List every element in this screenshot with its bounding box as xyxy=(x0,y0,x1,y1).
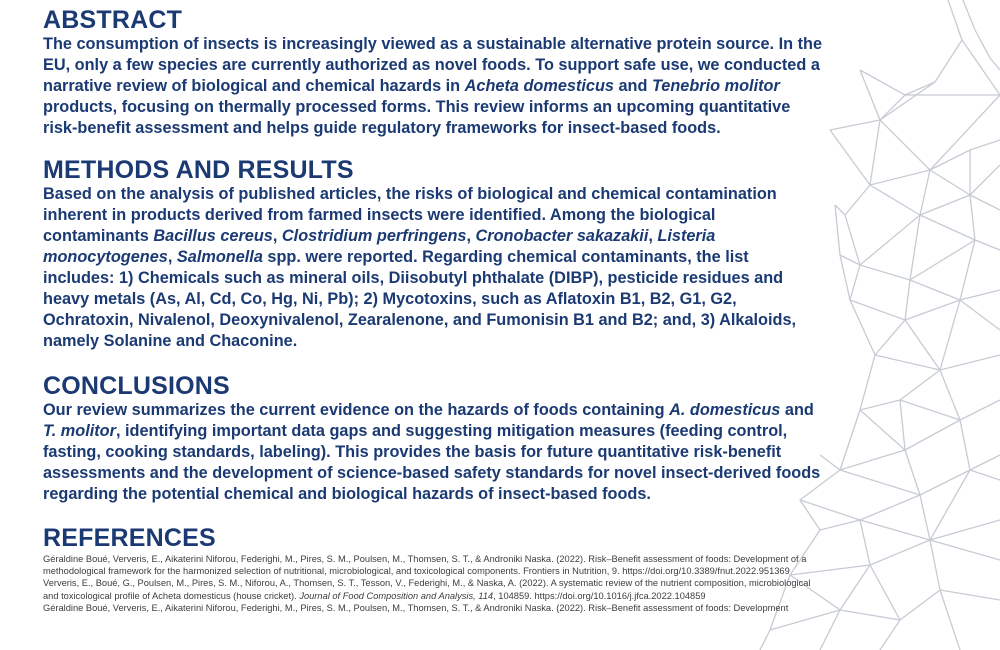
reference-text-part: , 104859. https://doi.org/10.1016/j.jfca.2022.104859 xyxy=(493,590,706,601)
species-name: T. molitor xyxy=(43,422,116,440)
conclusions-text xyxy=(43,400,823,505)
methods-heading: METHODS AND RESULTS xyxy=(43,156,354,184)
separator: , xyxy=(648,227,658,245)
references-heading: REFERENCES xyxy=(43,524,216,552)
abstract-heading: ABSTRACT xyxy=(43,6,183,34)
abstract-text-part: and xyxy=(613,77,652,95)
species-name: Cronobacter sakazakii xyxy=(475,227,649,245)
species-name: Listeria monocytogenes xyxy=(43,227,716,266)
methods-text-part: Based on the analysis of published articles, the risks of biological and chemical contamination inherent in products derived from farmed insects were identified. Among the biological contaminants xyxy=(43,185,777,245)
reference-item: Géraldine Boué, Ververis, E., Aikaterini Niforou, Federighi, M., Pires, S. M., Poulsen, M., Thomsen, S. T., & Androniki Naska. (2022). Risk–Benefit assessment of foods: Development xyxy=(43,602,789,613)
methods-text-part: spp. were reported. Regarding chemical contaminants, the list includes: 1) Chemicals such as mineral oils, Diisobutyl phthalate (DIBP), pesticide residues and heavy metals (As, Al, Cd, Co, Hg, Ni, Pb); 2) Mycotoxins, such as Aflatoxin B1, B2, G1, G2, Ochratoxin, Nivalenol, Deoxynivalenol, Zearalenone, and Fumonisin B1 and B2; and, 3) Alkaloids, namely Solanine and Chaconine. xyxy=(43,248,797,350)
species-name: Salmonella xyxy=(176,248,263,266)
reference-list xyxy=(43,553,823,614)
conclusions-heading: CONCLUSIONS xyxy=(43,372,230,400)
species-name: Tenebrio molitor xyxy=(651,77,780,95)
separator: , xyxy=(272,227,282,245)
separator: , xyxy=(167,248,177,266)
species-name: A. domesticus xyxy=(669,401,781,419)
reference-text-part: Ververis, E., Boué, G., Poulsen, M., Pires, S. M., Niforou, A., Thomsen, S. T., Tesson, V., Federighi, M., & Naska, A. (2022). A systematic review of the nutrient composition, microbiological and toxicological profile of Acheta domesticus (house cricket). xyxy=(43,578,811,601)
abstract-text-part: The consumption of insects is increasingly viewed as a sustainable alternative protein source. In the EU, only a few species are currently authorized as novel foods. To support safe use, we conducted a narrative review of biological and chemical hazards in xyxy=(43,35,823,95)
conclusions-text-part: and xyxy=(780,401,814,419)
methods-section xyxy=(43,156,823,352)
poster-text xyxy=(43,6,823,614)
references-section xyxy=(43,524,823,614)
reference-item xyxy=(43,577,823,601)
abstract-text xyxy=(43,34,823,139)
conclusions-text-part: , identifying important data gaps and suggesting mitigation measures (feeding control, fasting, cooking standards, labeling). This provides the basis for future quantitative risk-benefit assessments and the development of science-based safety standards for novel insect-derived foods regarding the potential chemical and biological hazards of insect-based foods. xyxy=(43,422,821,503)
separator: , xyxy=(466,227,476,245)
abstract-text-part: products, focusing on thermally processed forms. This review informs an upcoming quantitative risk-benefit assessment and helps guide regulatory frameworks for insect-based foods. xyxy=(43,98,791,137)
methods-text xyxy=(43,184,823,352)
journal-name: Journal of Food Composition and Analysis, 114 xyxy=(299,590,494,601)
reference-item: Géraldine Boué, Ververis, E., Aikaterini Niforou, Federighi, M., Pires, S. M., Poulsen, M., Thomsen, S. T., & Androniki Naska. (2022). Risk–Benefit assessment of foods: Development of a methodological framework for the harmonized selection of nutritional, microbiological, and toxicological components. Frontiers in Nutrition, 9. https://doi.org/10.3389/fnut.2022.951369 xyxy=(43,554,807,577)
species-name: Clostridium perfringens xyxy=(281,227,467,245)
conclusions-section xyxy=(43,372,823,505)
species-name: Bacillus cereus xyxy=(153,227,273,245)
species-name: Acheta domesticus xyxy=(464,77,614,95)
conclusions-text-part: Our review summarizes the current evidence on the hazards of foods containing xyxy=(43,401,670,419)
abstract-section xyxy=(43,6,823,139)
